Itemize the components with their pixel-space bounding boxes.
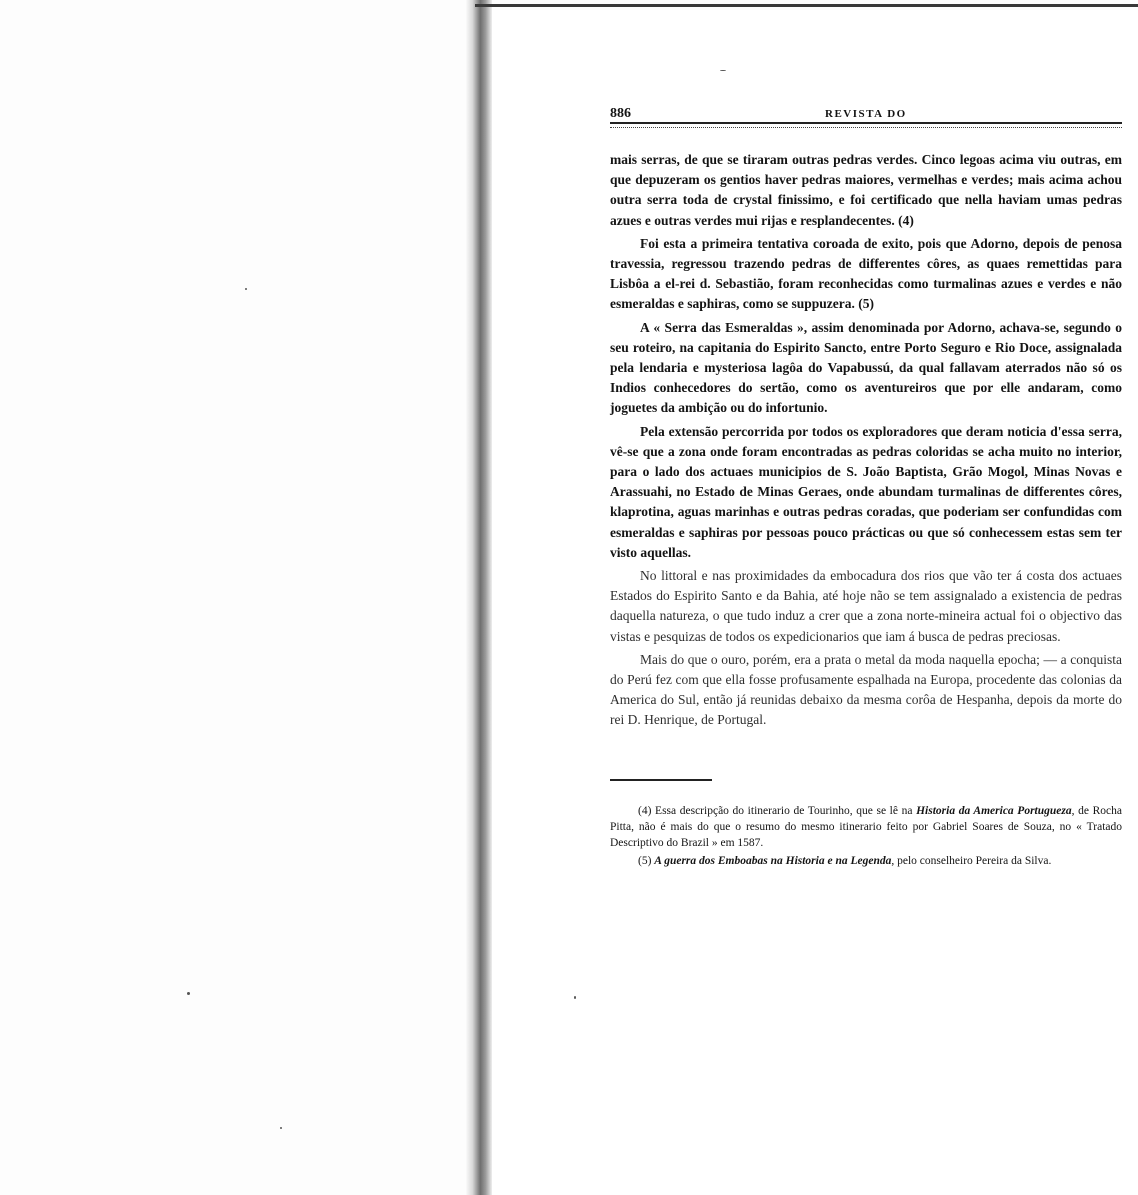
top-edge-shadow-right bbox=[475, 4, 1138, 7]
paragraph: Mais do que o ouro, porém, era a prata o metal da moda naquella epocha; — a conquista do Perú fez com que ella fosse profusamente espalhada na Europa, procedente das colonias da America do Sul, então já reunidas debaixo da mesma corôa de Hespanha, depois da morte do rei D. Henrique, de Portugal. bbox=[610, 651, 1122, 728]
scan-speck bbox=[187, 992, 190, 995]
body-text bbox=[610, 150, 1122, 731]
book-gutter bbox=[466, 0, 492, 1195]
left-blank-page bbox=[0, 0, 470, 1195]
footnote-5 bbox=[610, 853, 1122, 869]
text-page bbox=[610, 100, 1122, 869]
header-rule bbox=[610, 122, 1122, 128]
footnote-title: A guerra dos Emboabas na Historia e na Legenda bbox=[654, 854, 892, 867]
scan-speck bbox=[280, 1127, 282, 1129]
footnote-text: (5) bbox=[638, 854, 655, 867]
footnote-text: (4) Essa descripção do itinerario de Tourinho, que se lê na bbox=[638, 804, 917, 817]
footnote-text: , pelo conselheiro Pereira da Silva. bbox=[891, 854, 1052, 867]
paragraph: Foi esta a primeira tentativa coroada de exito, pois que Adorno, depois de penosa travessia, regressou trazendo pedras de differentes côres, as quaes remettidas para Lisbôa a el-rei d. Sebastião, foram reconhecidas como turmalinas azues e verdes e não esmeraldas e saphiras, como se suppuzera. (5) bbox=[610, 235, 1122, 312]
footnotes bbox=[610, 803, 1122, 869]
paragraph: No littoral e nas proximidades da embocadura dos rios que vão ter á costa dos actuaes Estados do Espirito Santo e da Bahia, até hoje não se tem assignalado a existencia de pedras daquella natureza, o que tudo induz a crer que a zona norte-mineira actual foi o objectivo das vistas e pesquizas de todos os expedicionarios que iam á busca de pedras preciosas. bbox=[610, 568, 1122, 644]
paragraph: mais serras, de que se tiraram outras pedras verdes. Cinco legoas acima viu outras, em que depuzeram os gentios haver pedras maiores, vermelhas e verdes; mais acima achou outra serra toda de crystal finissimo, e foi certificado que nella haviam umas pedras azues e outras verdes mui rijas e resplandecentes. (4) bbox=[610, 152, 1122, 228]
scan-speck bbox=[574, 996, 576, 999]
scan-speck bbox=[720, 70, 726, 71]
paragraph: A « Serra das Esmeraldas », assim denominada por Adorno, achava-se, segundo o seu roteiro, na capitania do Espirito Sancto, entre Porto Seguro e Rio Doce, assignalada pela lendaria e mysteriosa lagôa do Vapabussú, da qual fallavam aterrados não só os Indios conhecedores do sertão, como os aventureiros que por elle andaram, como joguetes da ambição ou do infortunio. bbox=[610, 319, 1122, 416]
journal-title: REVISTA DO bbox=[825, 108, 907, 120]
paragraph: Pela extensão percorrida por todos os exploradores que deram noticia d'essa serra, vê-se que a zona onde foram encontradas as pedras coloridas se acha muito no interior, para o lado dos actuaes municipios de S. João Baptista, Grão Mogol, Minas Novas e Arassuahi, no Estado de Minas Geraes, onde abundam turmalinas de differentes côres, klaprotina, aguas marinhas e outras pedras coradas, que poderiam ser confundidas com esmeraldas e saphiras por pessoas pouco prácticas ou que só conhecessem estas sem ter visto aquellas. bbox=[610, 423, 1122, 560]
footnote-separator bbox=[610, 779, 712, 781]
page-number: 886 bbox=[610, 106, 631, 121]
footnote-title: Historia da America Portugueza bbox=[916, 804, 1072, 817]
running-head bbox=[610, 100, 1122, 122]
scan-speck bbox=[245, 288, 247, 290]
footnote-text: , de Rocha Pitta, não é mais do que o resumo do mesmo itinerario feito por Gabriel Soares de Souza, no « Tratado Descriptivo do Brazil » em 1587. bbox=[610, 804, 1122, 849]
footnote-4 bbox=[610, 803, 1122, 851]
